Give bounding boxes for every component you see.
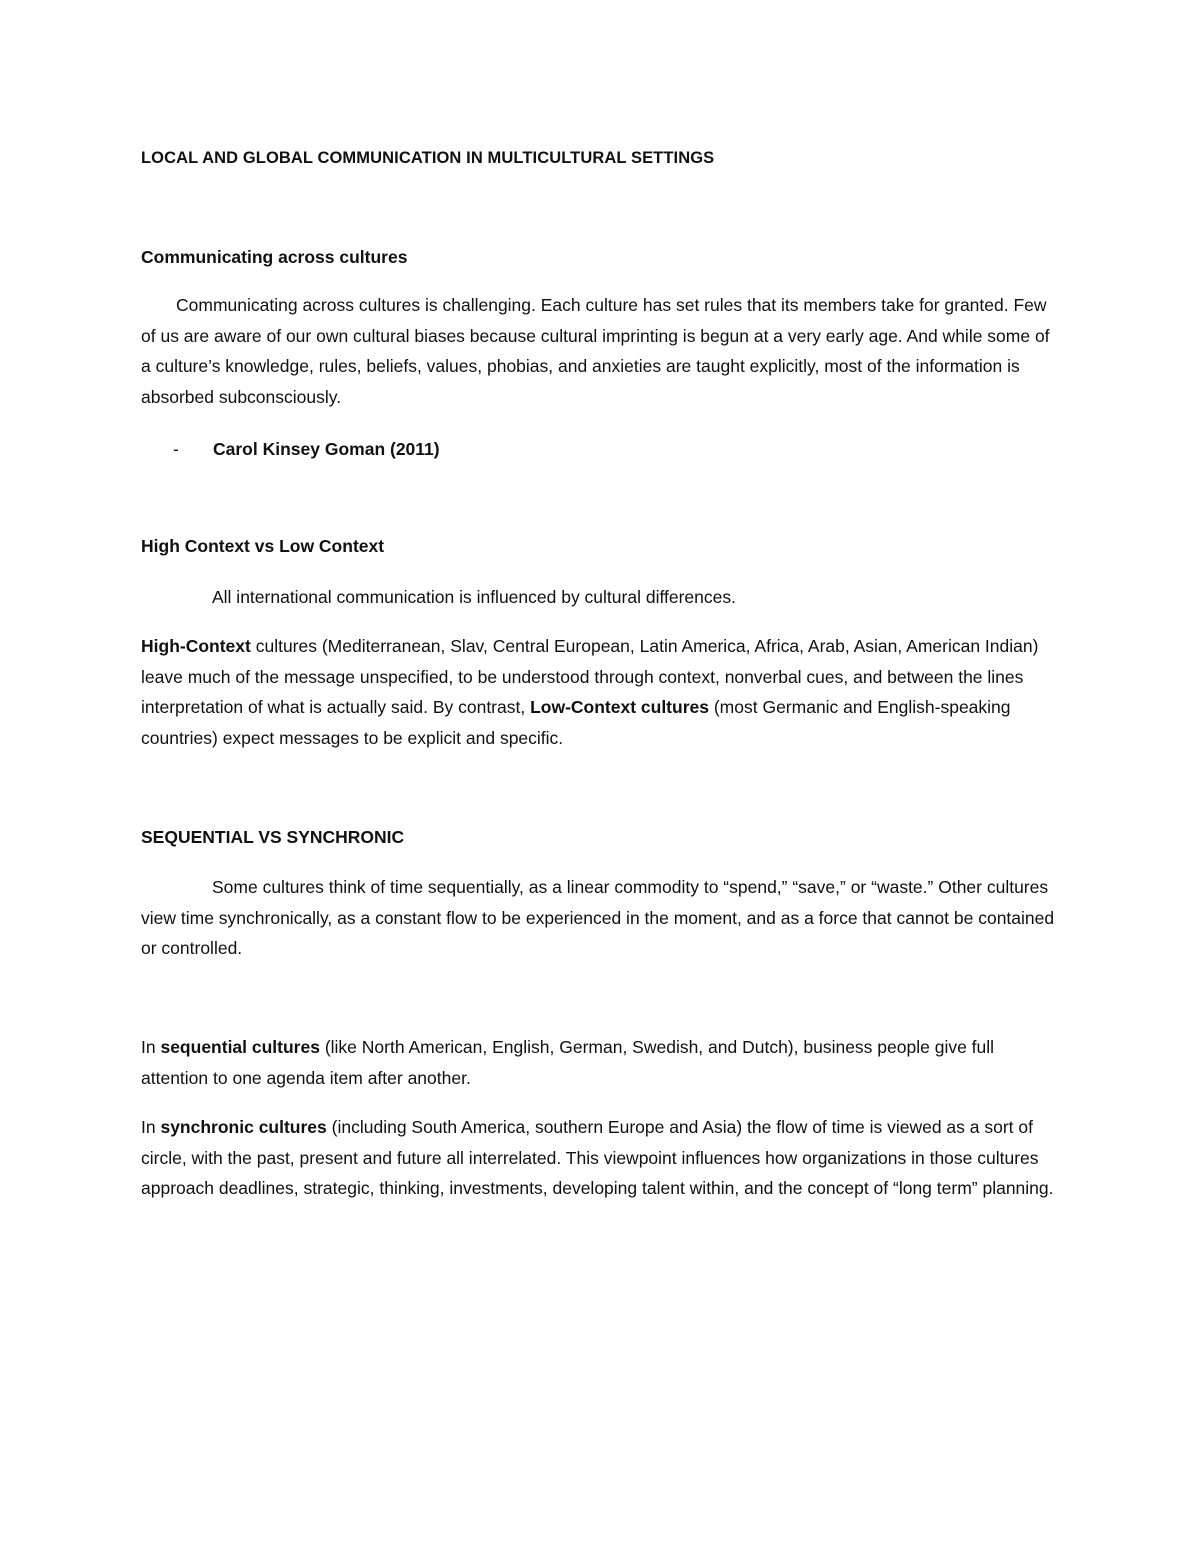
paragraph-sequential-intro: Some cultures think of time sequentially, as a linear commodity to “spend,” “save,” or “waste.” Other cultures view time synchronically, as a constant flow to be experienced in the moment, and as a force that cannot be contained or controlled. xyxy=(141,877,1055,958)
term-low-context: Low-Context cultures xyxy=(530,697,709,717)
sequential-pre: In xyxy=(141,1037,161,1057)
sequential-text: (like North American, English, German, Swedish, and Dutch), business people give full attention to one agenda item after another. xyxy=(141,1037,995,1088)
document-page xyxy=(141,0,1061,1553)
quote-dash: - xyxy=(173,439,179,459)
term-high-context: High-Context xyxy=(141,636,251,656)
document-title: LOCAL AND GLOBAL COMMUNICATION IN MULTICULTURAL SETTINGS xyxy=(141,149,715,167)
quote-attribution xyxy=(173,434,440,464)
section-heading-communicating: Communicating across cultures xyxy=(141,247,408,267)
section-heading-context: High Context vs Low Context xyxy=(141,536,385,556)
section-heading-sequential: SEQUENTIAL VS SYNCHRONIC xyxy=(141,827,405,847)
term-synchronic-cultures: synchronic cultures xyxy=(160,1117,327,1137)
quote-author: Carol Kinsey Goman (2011) xyxy=(213,439,440,459)
synchronic-pre: In xyxy=(141,1117,161,1137)
context-text-1: cultures (Mediterranean, Slav, Central European, Latin America, Africa, Arab, Asian, American Indian) leave much of the message unspecified, to be understood through context, nonverbal cues, and between the lines interpretation of what is actually said. By contrast, xyxy=(141,636,1039,717)
term-sequential-cultures: sequential cultures xyxy=(160,1037,320,1057)
context-text-2: (most Germanic and English-speaking countries) expect messages to be explicit and specific. xyxy=(141,697,1011,748)
paragraph-communicating: Communicating across cultures is challenging. Each culture has set rules that its members take for granted. Few of us are aware of our own cultural biases because cultural imprinting is begun at a very early age. And while some of a culture’s knowledge, rules, beliefs, values, phobias, and anxieties are taught explicitly, most of the information is absorbed subconsciously. xyxy=(141,295,1050,407)
paragraph-synchronic-cultures xyxy=(141,1112,1061,1204)
paragraph-context-detail xyxy=(141,631,1061,753)
paragraph-sequential-cultures xyxy=(141,1032,1061,1093)
paragraph-context-intro: All international communication is influenced by cultural differences. xyxy=(212,587,736,607)
synchronic-text: (including South America, southern Europe and Asia) the flow of time is viewed as a sort of circle, with the past, present and future all interrelated. This viewpoint influences how organizations in those cultures approach deadlines, strategic, thinking, investments, developing talent within, and the concept of “long term” planning. xyxy=(141,1117,1054,1198)
